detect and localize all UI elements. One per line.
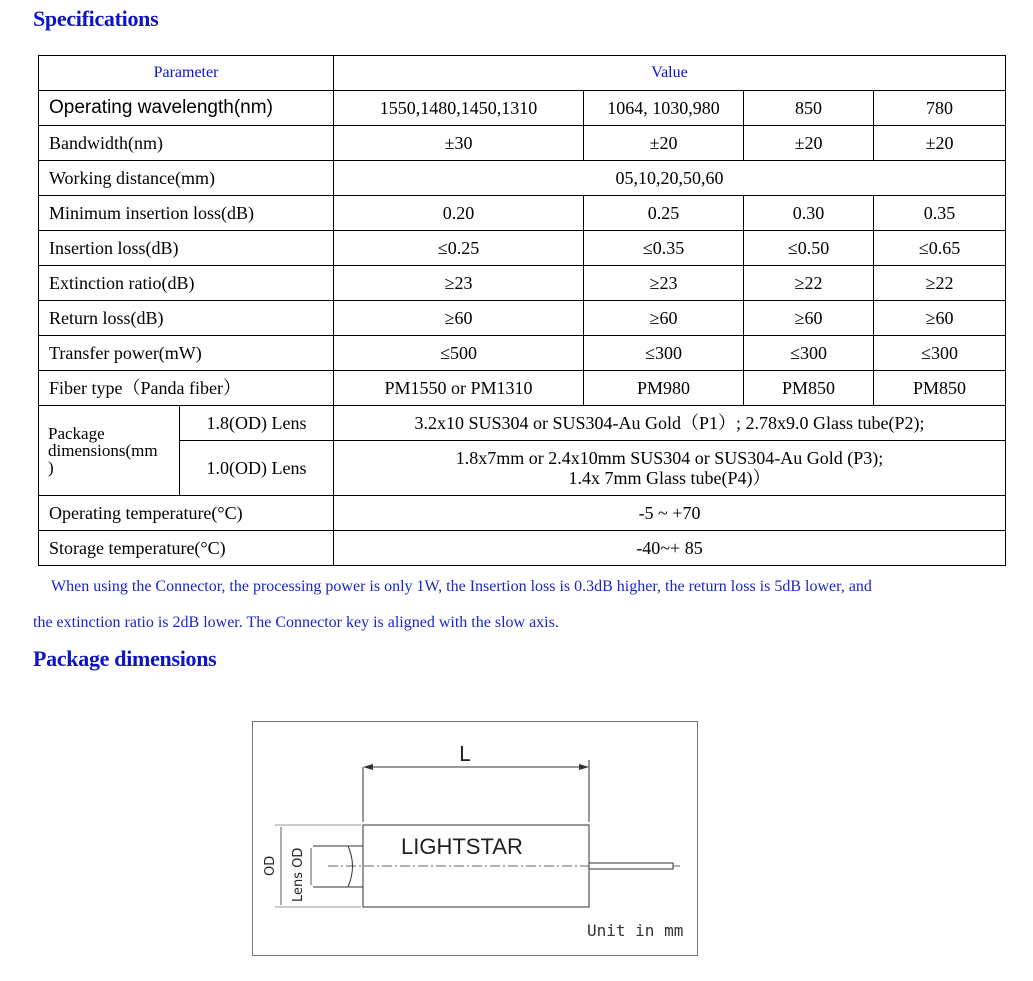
od-label: OD [263, 855, 278, 876]
cell-value: 850 [744, 91, 874, 126]
cell-value: ≤0.25 [334, 231, 584, 266]
lens-1-0-label: 1.0(OD) Lens [180, 441, 334, 496]
cell-value: ≤0.50 [744, 231, 874, 266]
cell-value: ≤0.35 [584, 231, 744, 266]
arrow-right-icon [579, 764, 589, 770]
cell-value: 0.30 [744, 196, 874, 231]
cell-value: ≤300 [744, 336, 874, 371]
specifications-heading: Specifications [33, 6, 159, 31]
unit-note: Unit in mm [587, 921, 684, 940]
cell-value: ≥23 [334, 266, 584, 301]
cell-value: 780 [874, 91, 1006, 126]
row-label: Operating temperature(°C) [39, 496, 334, 531]
cell-value: ≥60 [334, 301, 584, 336]
connector-note-line1: When using the Connector, the processing power is only 1W, the Insertion loss is 0.3dB higher, the return loss is 5dB lower, and [51, 578, 872, 595]
cell-value: ≥22 [744, 266, 874, 301]
table-row [39, 496, 1006, 531]
cell-value [334, 441, 1006, 496]
header-value: Value [334, 56, 1006, 91]
cell-value: ≤0.65 [874, 231, 1006, 266]
table-row [39, 91, 1006, 126]
table-row [39, 266, 1006, 301]
table-row [39, 531, 1006, 566]
cell-value: ±20 [744, 126, 874, 161]
package-label-line: ) [48, 458, 54, 477]
row-label: Storage temperature(°C) [39, 531, 334, 566]
cell-value: ±20 [874, 126, 1006, 161]
cell-value: ≤300 [584, 336, 744, 371]
cell-value: 3.2x10 SUS304 or SUS304-Au Gold（P1）; 2.78x9.0 Glass tube(P2); [334, 406, 1006, 441]
cell-value: ≥23 [584, 266, 744, 301]
cell-value: PM1550 or PM1310 [334, 371, 584, 406]
cell-value: ≥60 [874, 301, 1006, 336]
package-drawing [252, 721, 698, 956]
cell-value: 1550,1480,1450,1310 [334, 91, 584, 126]
header-parameter: Parameter [39, 56, 334, 91]
cell-value-line: 1.4x 7mm Glass tube(P4)） [568, 468, 771, 488]
lens-od-label: Lens OD [291, 847, 306, 902]
row-label: Working distance(mm) [39, 161, 334, 196]
cell-value: 1064, 1030,980 [584, 91, 744, 126]
cell-value: 0.20 [334, 196, 584, 231]
cell-value: ≤500 [334, 336, 584, 371]
cell-value: 0.25 [584, 196, 744, 231]
package-label-line: dimensions(mm [48, 441, 158, 460]
row-label: Insertion loss(dB) [39, 231, 334, 266]
row-label: Extinction ratio(dB) [39, 266, 334, 301]
table-row [39, 441, 1006, 496]
cell-value: PM980 [584, 371, 744, 406]
cell-value: ≥22 [874, 266, 1006, 301]
cell-value: 05,10,20,50,60 [334, 161, 1006, 196]
row-label: Transfer power(mW) [39, 336, 334, 371]
package-dimensions-label [39, 406, 180, 496]
cell-value: -40~+ 85 [334, 531, 1006, 566]
cell-value: ≥60 [584, 301, 744, 336]
fiber [589, 863, 673, 869]
table-row [39, 406, 1006, 441]
length-label: L [459, 742, 471, 766]
row-label: Operating wavelength(nm) [39, 91, 334, 126]
cell-value-line: 1.8x7mm or 2.4x10mm SUS304 or SUS304-Au Gold (P3); [455, 448, 884, 468]
cell-value: ±30 [334, 126, 584, 161]
table-row [39, 301, 1006, 336]
cell-value: ±20 [584, 126, 744, 161]
row-label: Bandwidth(nm) [39, 126, 334, 161]
table-row [39, 371, 1006, 406]
table-header-row [39, 56, 1006, 91]
cell-value: 0.35 [874, 196, 1006, 231]
table-row [39, 336, 1006, 371]
brand-label: LIGHTSTAR [401, 834, 523, 859]
package-label-line: Package [48, 424, 105, 443]
table-row [39, 231, 1006, 266]
table-row [39, 161, 1006, 196]
row-label: Minimum insertion loss(dB) [39, 196, 334, 231]
package-dimensions-heading: Package dimensions [33, 646, 217, 671]
cell-value: PM850 [874, 371, 1006, 406]
row-label: Fiber type（Panda fiber） [39, 371, 334, 406]
table-row [39, 126, 1006, 161]
specifications-table [38, 55, 1006, 566]
cell-value: -5 ~ +70 [334, 496, 1006, 531]
table-row [39, 196, 1006, 231]
arrow-left-icon [363, 764, 373, 770]
lens-1-8-label: 1.8(OD) Lens [180, 406, 334, 441]
cell-value: ≥60 [744, 301, 874, 336]
lens-curve [348, 846, 353, 887]
cell-value: PM850 [744, 371, 874, 406]
connector-note-line2: the extinction ratio is 2dB lower. The Connector key is aligned with the slow axis. [33, 614, 559, 631]
cell-value: ≤300 [874, 336, 1006, 371]
row-label: Return loss(dB) [39, 301, 334, 336]
